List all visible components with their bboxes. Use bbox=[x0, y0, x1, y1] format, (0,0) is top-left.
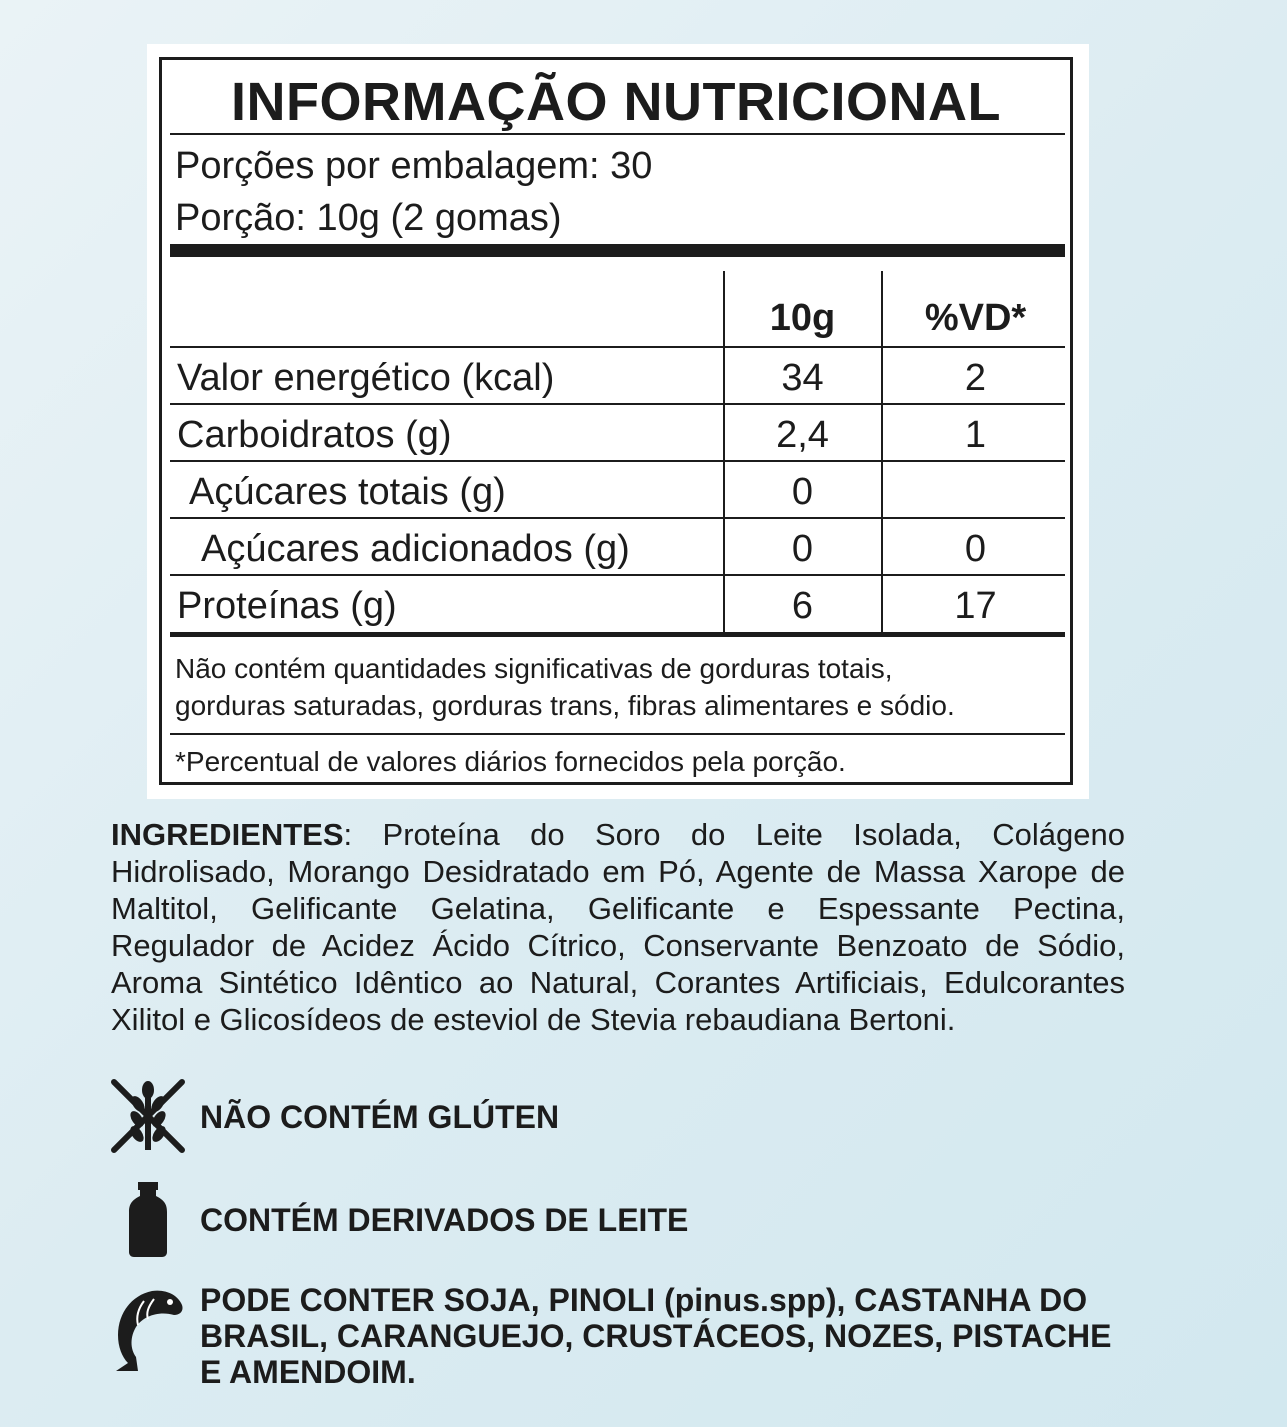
row-amount-added-sugars: 0 bbox=[791, 528, 814, 570]
row-label-protein: Proteínas (g) bbox=[177, 585, 397, 627]
may-contain-line2: BRASIL, CARANGUEJO, CRUSTÁCEOS, NOZES, PISTACHE bbox=[200, 1318, 1112, 1354]
ingredients-paragraph bbox=[111, 816, 1125, 1038]
row-divider bbox=[170, 517, 1065, 519]
row-amount-energy: 34 bbox=[781, 357, 824, 399]
row-label-carbs: Carboidratos (g) bbox=[177, 414, 452, 456]
may-contain-line3: E AMENDOIM. bbox=[200, 1354, 416, 1390]
row-dv-added-sugars: 0 bbox=[964, 528, 987, 570]
title-divider bbox=[170, 133, 1065, 135]
row-dv-energy: 2 bbox=[964, 357, 987, 399]
row-divider bbox=[170, 460, 1065, 462]
nutrition-title: INFORMAÇÃO NUTRICIONAL bbox=[231, 72, 1001, 132]
row-amount-carbs: 2,4 bbox=[776, 414, 829, 456]
not-contains-note-line1: Não contém quantidades significativas de gorduras totais, bbox=[175, 653, 893, 684]
row-dv-carbs: 1 bbox=[964, 414, 987, 456]
row-label-energy: Valor energético (kcal) bbox=[177, 357, 555, 399]
nutrition-facts-table bbox=[159, 57, 1073, 785]
row-amount-protein: 6 bbox=[791, 585, 814, 627]
gluten-free-icon bbox=[108, 1078, 188, 1154]
table-bottom-divider bbox=[170, 632, 1065, 637]
row-dv-protein: 17 bbox=[954, 585, 997, 627]
row-label-total-sugars: Açúcares totais (g) bbox=[189, 471, 506, 513]
thick-divider bbox=[170, 244, 1065, 257]
milk-derivatives-text: CONTÉM DERIVADOS DE LEITE bbox=[200, 1202, 689, 1238]
row-divider bbox=[170, 403, 1065, 405]
row-amount-total-sugars: 0 bbox=[791, 471, 814, 513]
column-header-amount: 10g bbox=[769, 297, 836, 339]
row-divider bbox=[170, 346, 1065, 348]
row-divider bbox=[170, 574, 1065, 576]
row-label-added-sugars: Açúcares adicionados (g) bbox=[201, 528, 630, 570]
ingredients-text: : Proteína do Soro do Leite Isolada, Colágeno Hidrolisado, Morango Desidratado em Pó, Agente de Massa Xarope de Maltitol, Gelificante Gelatina, Gelificante e Espessante Pectina, Regulador de Acidez Ácido Cítrico, Conservante Benzoato de Sódio, Aroma Sintético Idêntico ao Natural, Corantes Artificiais, Edulcorantes Xilitol e Glicosídeos de esteviol de Stevia rebaudiana Bertoni. bbox=[111, 817, 1125, 1037]
servings-per-package: Porções por embalagem: 30 bbox=[175, 145, 653, 187]
ingredients-label: INGREDIENTES bbox=[111, 817, 344, 852]
fish-icon bbox=[108, 1287, 186, 1373]
may-contain-line1: PODE CONTER SOJA, PINOLI (pinus.spp), CASTANHA DO bbox=[200, 1282, 1088, 1318]
column-header-dv: %VD* bbox=[924, 297, 1027, 339]
not-contains-note-line2: gorduras saturadas, gorduras trans, fibras alimentares e sódio. bbox=[175, 690, 955, 721]
milk-bottle-icon bbox=[127, 1180, 169, 1258]
gluten-free-text: NÃO CONTÉM GLÚTEN bbox=[200, 1099, 560, 1135]
serving-size: Porção: 10g (2 gomas) bbox=[175, 197, 562, 239]
footnote-divider bbox=[170, 733, 1065, 735]
daily-value-footnote: *Percentual de valores diários fornecidos pela porção. bbox=[175, 746, 846, 777]
